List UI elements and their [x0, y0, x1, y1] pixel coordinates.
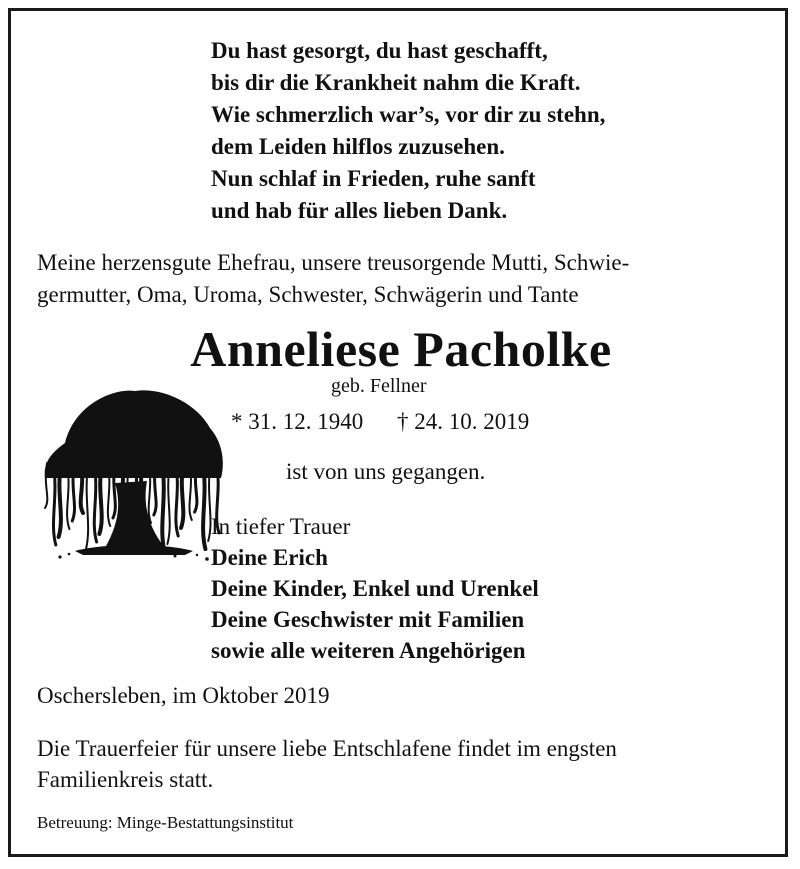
- mourners-block: [211, 511, 731, 666]
- ceremony-line: Die Trauerfeier für unsere liebe Entschlafene findet im engsten: [37, 736, 617, 761]
- intro-line: Meine herzensgute Ehefrau, unsere treusorgende Mutti, Schwie-: [37, 250, 630, 275]
- poem-line: dem Leiden hilflos zuzusehen.: [211, 134, 505, 159]
- mourner-line: Deine Erich: [211, 545, 328, 570]
- maiden-name: geb. Fellner: [331, 375, 427, 397]
- poem-line: Nun schlaf in Frieden, ruhe sanft: [211, 166, 536, 191]
- poem-line: und hab für alles lieben Dank.: [211, 198, 508, 223]
- ceremony-line: Familienkreis statt.: [37, 767, 214, 792]
- intro-line: germutter, Oma, Uroma, Schwester, Schwägerin und Tante: [37, 282, 579, 307]
- birth-date: * 31. 12. 1940: [231, 409, 364, 434]
- life-dates: [231, 407, 651, 437]
- place-date: Oschersleben, im Oktober 2019: [37, 683, 330, 708]
- intro-text: [37, 247, 765, 311]
- passed-away-text: ist von uns gegangen.: [286, 459, 486, 484]
- obituary-notice: [8, 8, 788, 857]
- mourner-line: sowie alle weiteren Angehörigen: [211, 638, 526, 663]
- poem-line: Wie schmerzlich war’s, vor dir zu stehn,: [211, 102, 606, 127]
- mourner-line: Deine Kinder, Enkel und Urenkel: [211, 576, 539, 601]
- mourning-intro: In tiefer Trauer: [211, 514, 351, 539]
- ceremony-text: [37, 733, 767, 795]
- deceased-name: Anneliese Pacholke: [190, 321, 612, 377]
- mourner-line: Deine Geschwister mit Familien: [211, 607, 525, 632]
- poem-line: Du hast gesorgt, du hast geschafft,: [211, 38, 548, 63]
- death-date: † 24. 10. 2019: [397, 409, 530, 434]
- funeral-service: Betreuung: Minge-Bestattungsinstitut: [37, 813, 294, 832]
- poem-line: bis dir die Krankheit nahm die Kraft.: [211, 70, 581, 95]
- poem: [211, 35, 751, 227]
- weeping-willow-icon: [35, 383, 229, 563]
